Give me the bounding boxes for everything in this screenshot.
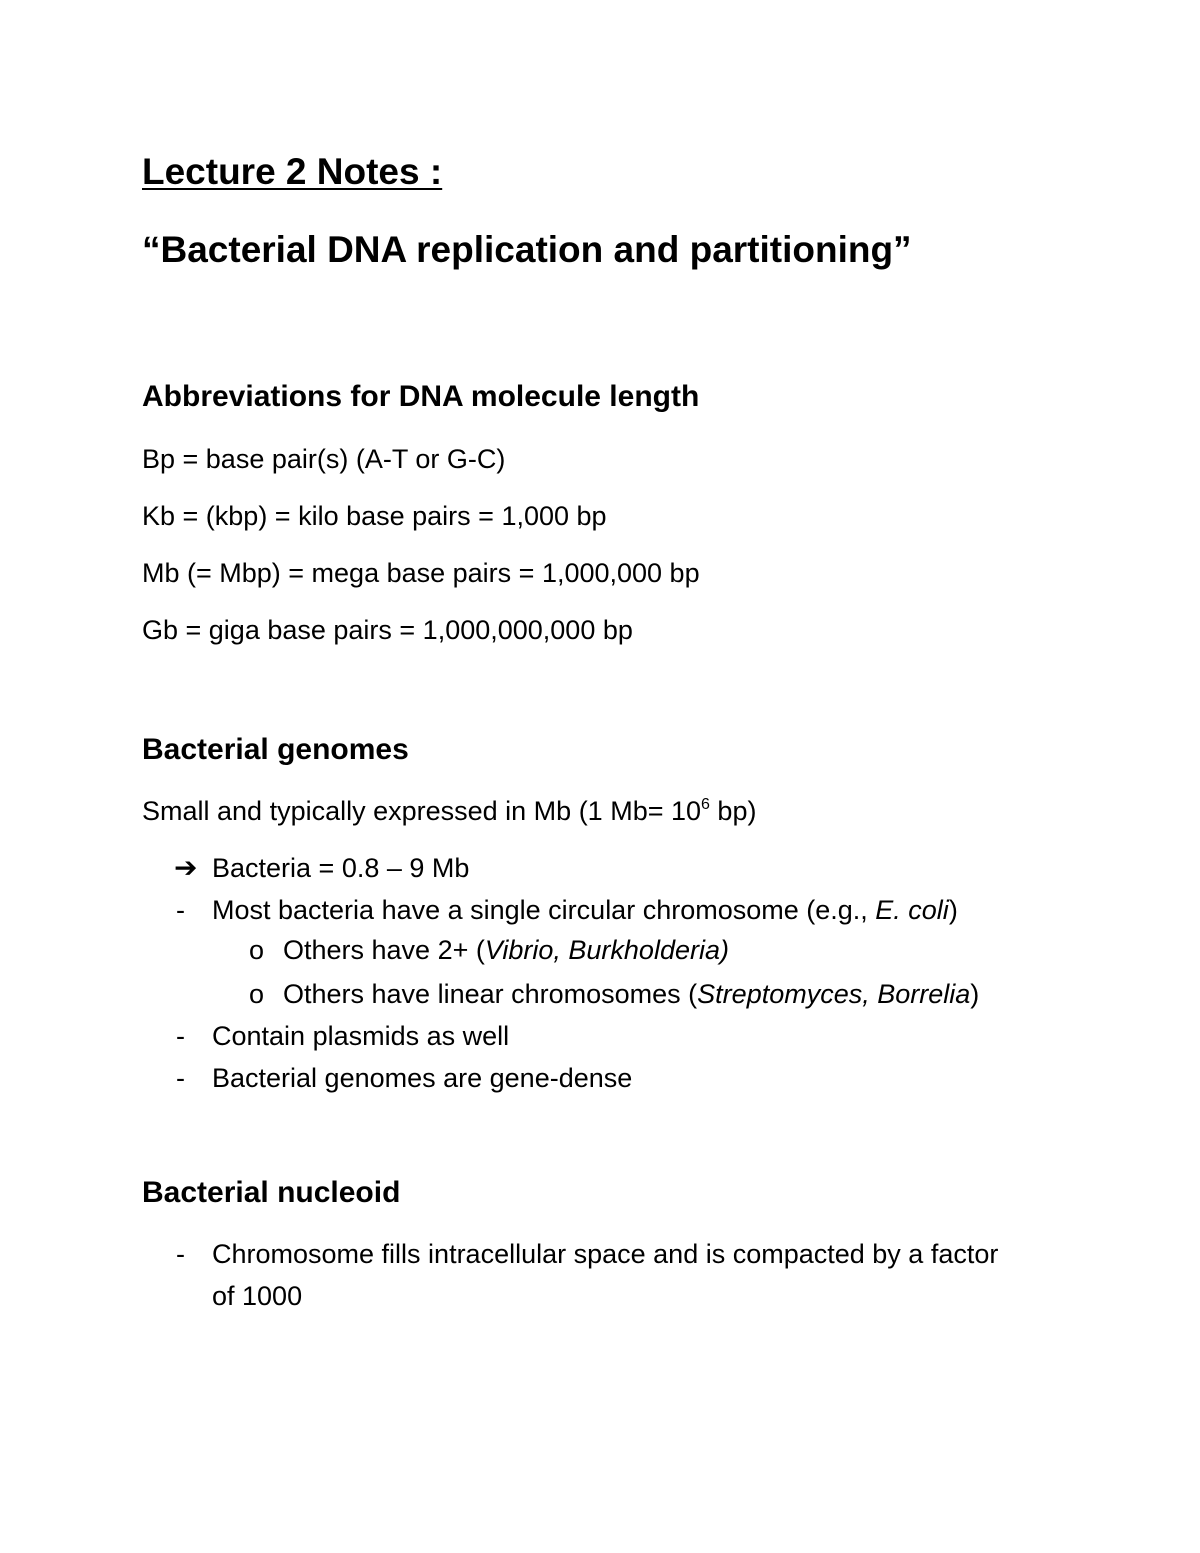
genomes-bullet-1-italic: E. coli xyxy=(875,895,949,925)
genomes-bullet-2: Contain plasmids as well xyxy=(212,1021,510,1051)
bullet-dash: - xyxy=(176,1021,185,1051)
bullet-circle: o xyxy=(249,979,265,1009)
genomes-sub-2-italic: Streptomyces, Borrelia xyxy=(697,979,971,1009)
nucleoid-heading: Bacterial nucleoid xyxy=(142,1176,401,1209)
genomes-sub-1 xyxy=(283,933,729,967)
genomes-heading: Bacterial genomes xyxy=(142,733,409,766)
genomes-bullet-1 xyxy=(212,893,958,927)
nucleoid-bullet-1-line-1: Chromosome fills intracellular space and is compacted by a factor xyxy=(212,1239,999,1269)
genomes-sub-2 xyxy=(283,977,979,1011)
genomes-bullet-1-text: Most bacteria have a single circular chromosome (e.g., xyxy=(212,895,876,925)
genomes-bullet-1-end: ) xyxy=(948,895,958,925)
genomes-intro-end: bp) xyxy=(709,796,757,826)
genomes-intro-text: Small and typically expressed in Mb (1 Mb= 10 xyxy=(142,796,702,826)
arrow-right-icon: ➔ xyxy=(174,852,198,883)
abbreviation-line-kb: Kb = (kbp) = kilo base pairs = 1,000 bp xyxy=(142,501,607,531)
bullet-circle: o xyxy=(249,935,265,965)
genomes-sub-1-italic: Vibrio, Burkholderia) xyxy=(484,935,729,965)
genomes-sub-1-text: Others have 2+ ( xyxy=(283,935,485,965)
abbreviation-line-gb: Gb = giga base pairs = 1,000,000,000 bp xyxy=(142,615,633,645)
genomes-sub-2-end: ) xyxy=(970,979,980,1009)
genomes-intro-exponent: 6 xyxy=(701,796,710,813)
genomes-arrow-item: Bacteria = 0.8 – 9 Mb xyxy=(212,853,470,883)
abbreviation-line-bp: Bp = base pair(s) (A-T or G-C) xyxy=(142,444,506,474)
genomes-sub-2-text: Others have linear chromosomes ( xyxy=(283,979,698,1009)
page-title: Lecture 2 Notes : xyxy=(142,151,443,192)
page-subtitle: “Bacterial DNA replication and partitioning” xyxy=(142,229,912,270)
bullet-dash: - xyxy=(176,1063,185,1093)
abbreviations-heading: Abbreviations for DNA molecule length xyxy=(142,380,700,413)
nucleoid-bullet-1-line-2: of 1000 xyxy=(212,1281,303,1311)
abbreviation-line-mb: Mb (= Mbp) = mega base pairs = 1,000,000 bp xyxy=(142,558,700,588)
bullet-dash: - xyxy=(176,895,185,925)
bullet-dash: - xyxy=(176,1239,185,1269)
genomes-intro xyxy=(142,794,756,828)
genomes-bullet-3: Bacterial genomes are gene-dense xyxy=(212,1063,633,1093)
